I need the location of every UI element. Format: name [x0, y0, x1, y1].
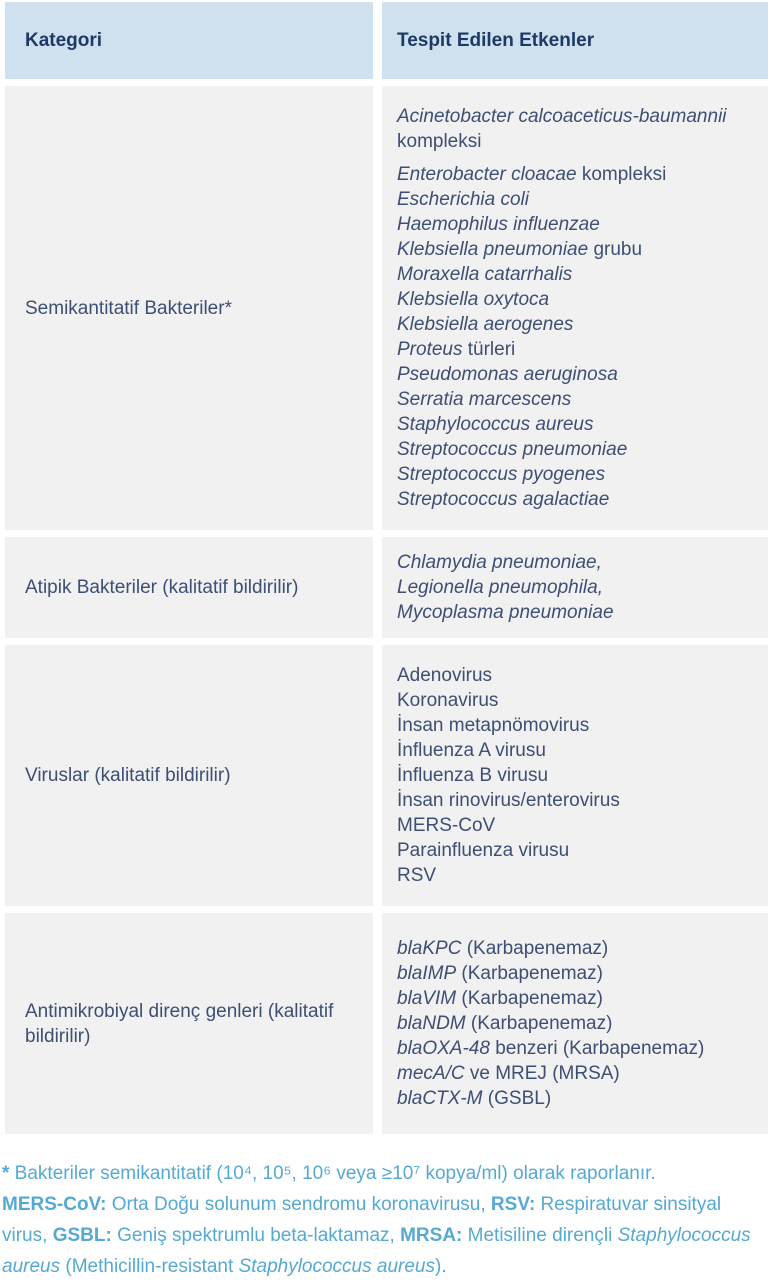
agent-item — [397, 487, 758, 512]
text-segment: ve MREJ (MRSA) — [464, 1063, 620, 1084]
text-segment: (GSBL) — [482, 1088, 552, 1109]
text-segment: benzeri (Karbapenemaz) — [489, 1038, 705, 1059]
agents-cell — [382, 913, 768, 1134]
header-cell-agents: Tespit Edilen Etkenler — [382, 2, 768, 79]
text-segment: Moraxella catarrhalis — [397, 264, 573, 285]
agent-item — [397, 550, 758, 575]
text-segment: Staphylococcus aureus — [2, 1225, 751, 1277]
text-segment: Haemophilus influenzae — [397, 214, 600, 235]
agent-item — [397, 1036, 758, 1061]
text-segment: RSV: — [490, 1194, 536, 1215]
agents-cell — [382, 645, 768, 906]
header-cell-category: Kategori — [5, 2, 373, 79]
text-segment: Streptococcus pyogenes — [397, 464, 606, 485]
table-row — [5, 913, 768, 1134]
text-segment: RSV — [397, 865, 437, 886]
agent-item — [397, 713, 758, 738]
agent-item — [397, 1061, 758, 1086]
text-segment: blaOXA-48 — [397, 1038, 490, 1059]
text-segment: Chlamydia pneumoniae, — [397, 552, 602, 573]
agent-item — [397, 437, 758, 462]
text-segment: Parainfluenza virusu — [397, 840, 570, 861]
agent-item — [397, 104, 758, 154]
text-segment: Legionella pneumophila, — [397, 577, 603, 598]
text-segment: Pseudomonas aeruginosa — [397, 364, 618, 385]
text-segment: Koronavirus — [397, 690, 499, 711]
agent-item — [397, 763, 758, 788]
table-row — [5, 86, 768, 530]
agent-item — [397, 936, 758, 961]
table-body — [5, 86, 768, 1134]
agent-item — [397, 387, 758, 412]
text-segment: (Karbapenemaz) — [456, 988, 603, 1009]
footnote-line — [2, 1189, 764, 1282]
text-segment: blaNDM — [397, 1013, 466, 1034]
text-segment: blaVIM — [397, 988, 457, 1009]
category-label: Viruslar (kalitatif bildirilir) — [25, 765, 231, 786]
text-segment: Proteus — [397, 339, 463, 360]
text-segment: Escherichia coli — [397, 189, 529, 210]
agent-item — [397, 362, 758, 387]
agent-item — [397, 162, 758, 187]
agents-cell — [382, 537, 768, 638]
text-segment: (Karbapenemaz) — [461, 938, 609, 959]
agent-item — [397, 788, 758, 813]
text-segment: * — [2, 1163, 10, 1184]
text-segment: Enterobacter cloacae — [397, 164, 577, 185]
text-segment: MERS-CoV — [397, 815, 496, 836]
category-label: Atipik Bakteriler (kalitatif bildirilir) — [25, 577, 299, 598]
agent-item — [397, 863, 758, 888]
agent-item — [397, 212, 758, 237]
text-segment: kompleksi — [576, 164, 667, 185]
agent-item — [397, 813, 758, 838]
agent-item — [397, 961, 758, 986]
text-segment: Metisiline dirençli — [462, 1225, 618, 1246]
table-row — [5, 537, 768, 638]
text-segment: Adenovirus — [397, 665, 493, 686]
text-segment: mecA/C — [397, 1063, 465, 1084]
text-segment: Orta Doğu solunum sendromu koronavirusu, — [106, 1194, 491, 1215]
category-label: Antimikrobiyal direnç genleri (kalitatif bildirilir) — [25, 1000, 334, 1047]
text-segment: Klebsiella aerogenes — [397, 314, 574, 335]
agent-item — [397, 412, 758, 437]
agents-cell — [382, 86, 768, 530]
agent-item — [397, 738, 758, 763]
agent-item — [397, 838, 758, 863]
text-segment: (Karbapenemaz) — [465, 1013, 613, 1034]
category-label: Semikantitatif Bakteriler* — [25, 297, 232, 319]
agent-item — [397, 986, 758, 1011]
agent-item — [397, 1011, 758, 1036]
agent-item — [397, 600, 758, 625]
agent-item — [397, 237, 758, 262]
text-segment: Staphylococcus aureus — [238, 1256, 435, 1277]
text-segment: Streptococcus pneumoniae — [397, 439, 628, 460]
agents-table — [5, 2, 768, 1134]
text-segment: Geniş spektrumlu beta-laktamaz, — [111, 1225, 401, 1246]
agent-item — [397, 337, 758, 362]
text-segment: Klebsiella oxytoca — [397, 289, 550, 310]
text-segment: blaCTX-M — [397, 1088, 483, 1109]
agent-item — [397, 575, 758, 600]
footnote-line — [2, 1158, 764, 1189]
text-segment: İnfluenza A virusu — [397, 740, 546, 761]
agent-item — [397, 287, 758, 312]
footnote — [2, 1158, 764, 1282]
category-cell — [5, 537, 373, 638]
category-cell — [5, 913, 373, 1134]
agent-item — [397, 663, 758, 688]
text-segment: MRSA: — [400, 1225, 463, 1246]
text-segment: GSBL: — [52, 1225, 112, 1246]
agent-item — [397, 462, 758, 487]
text-segment: grubu — [588, 239, 643, 260]
text-segment: Mycoplasma pneumoniae — [397, 602, 614, 623]
text-segment: İnfluenza B virusu — [397, 765, 549, 786]
category-cell — [5, 86, 373, 530]
category-cell — [5, 645, 373, 906]
text-segment: blaIMP — [397, 963, 457, 984]
text-segment: (Methicillin-resistant — [60, 1256, 239, 1277]
text-segment: Serratia marcescens — [397, 389, 572, 410]
agent-item — [397, 262, 758, 287]
text-segment: Klebsiella pneumoniae — [397, 239, 589, 260]
text-segment: Bakteriler semikantitatif (10⁴, 10⁵, 10⁶ veya ≥10⁷ kopya/ml) olarak raporlanır. — [9, 1163, 656, 1184]
text-segment: blaKPC — [397, 938, 462, 959]
text-segment: türleri — [462, 339, 516, 360]
text-segment: Streptococcus agalactiae — [397, 489, 610, 510]
text-segment: Respiratuvar sinsityal virus, — [2, 1194, 722, 1246]
table-row — [5, 645, 768, 906]
text-segment: ). — [435, 1256, 447, 1277]
text-segment: Acinetobacter calcoaceticus-baumannii — [397, 106, 727, 127]
text-segment: İnsan rinovirus/enterovirus — [397, 790, 620, 811]
text-segment: (Karbapenemaz) — [456, 963, 603, 984]
agent-item — [397, 688, 758, 713]
text-segment: İnsan metapnömovirus — [397, 715, 590, 736]
agent-item — [397, 312, 758, 337]
agent-item — [397, 1086, 758, 1111]
text-segment: Staphylococcus aureus — [397, 414, 594, 435]
text-segment: kompleksi — [397, 131, 482, 152]
table-header-row — [5, 2, 768, 79]
agent-item — [397, 187, 758, 212]
text-segment: MERS-CoV: — [2, 1194, 107, 1215]
